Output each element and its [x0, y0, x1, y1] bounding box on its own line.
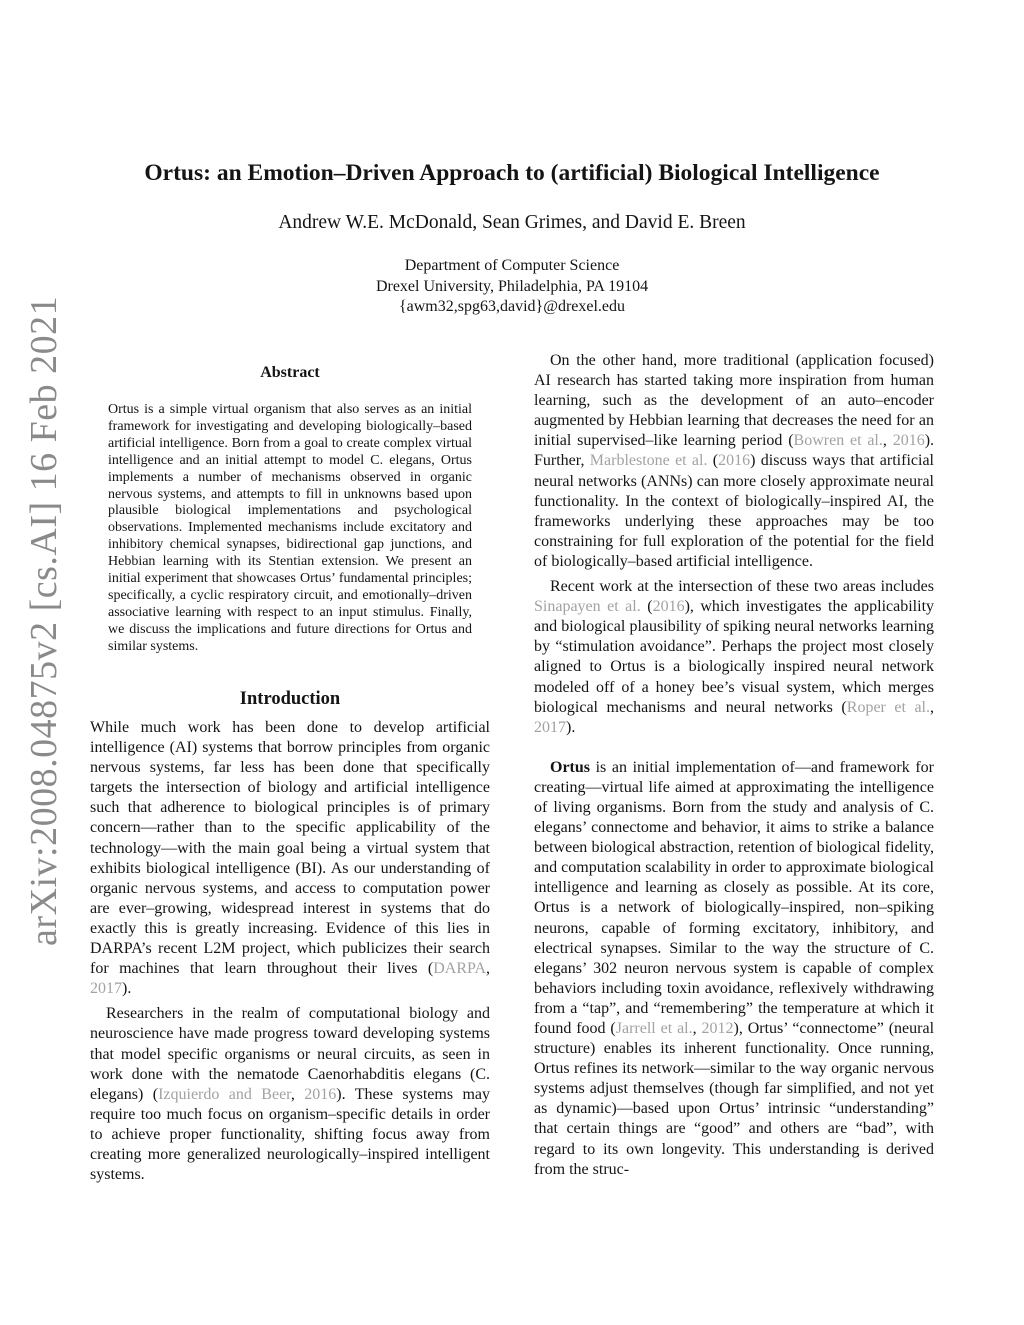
affiliation-university: Drexel University, Philadelphia, PA 19104 — [375, 277, 649, 295]
citation-sinapayen[interactable]: Sinapayen et al. — [534, 598, 641, 616]
ortus-bold-term: Ortus — [550, 758, 590, 776]
intro-p2-text: Researchers in the realm of computational biology and neuroscience have made progress toward developing systems that model specific organisms or neural circuits, as seen in work done with the nematode Caenorhabditis elegans (C. elegans) ( — [90, 1005, 490, 1103]
right-column-body — [534, 351, 934, 1180]
abstract-text: Ortus is a simple virtual organism that also serves as an initial framework for investigating and developing biologically–based artificial intelligence. Born from a goal to create complex virtual intelligence and an initial attempt to model C. elegans, Ortus implements a number of mechanisms observed in organic nervous systems, and attempts to fill in unknowns based upon plausible biological implementations and psychological observations. Implemented mechanisms include excitatory and inhibitory chemical synapses, bidirectional gap junctions, and Hebbian learning with its Stentian extension. We present an initial experiment that showcases Ortus’ fundamental principles; specifically, a cyclic respiratory circuit, and emotionally–driven associative learning with respect to an input stimulus. Finally, we discuss the implications and future directions for Ortus and similar systems. — [108, 402, 472, 654]
intro-paragraph-1: While much work has been done to develop artificial intelligence (AI) systems that borrow principles from organic nervous systems, far less has been done that specifically targets the intersection of biology and artificial intelligence such that adherence to biological principles is of primary concern—rather than to the specific applicability of the technology—with the main goal being a virtual system that exhibits biological intelligence (BI). As our understanding of organic nervous systems, and access to computation power are ever–growing, widespread interest in systems that do exactly this is greatly increasing. Evidence of this lies in DARPA’s recent L2M project, which publicizes their search for machines that learn throughout their lives (DARPA, 2017). — [90, 719, 490, 998]
affiliation-emails: {awm32,spg63,david}@drexel.edu — [398, 298, 626, 315]
citation-izquierdo-year[interactable]: 2016 — [304, 1085, 337, 1103]
right-paragraph-3: Ortus is an initial implementation of—and framework for creating—virtual life aimed at approximating the intelligence of living organisms. Born from the study and analysis of C. elegans’ connectome and behavior, it aims to strike a balance between biological abstraction, retention of biological fidelity, and computation scalability in order to approximate biological intelligence and learning as closely as possible. At its core, Ortus is a network of biologically–inspired, non–spiking neurons, capable of forming excitatory, inhibitory, and electrical synapses. Similar to the way the structure of C. elegans’ 302 neuron nervous system is capable of complex behaviors including toxin avoidance, reflexively withdrawing from a “tap”, and “remembering” the temperature at which it found food (Jarrell et al., 2012), Ortus’ “connectome” (neural structure) enables its inherent functionality. Once running, Ortus refines its network—similar to the way organic nervous systems adjust themselves (though far simplified, and not yet as dynamic)—based upon Ortus’ intrinsic “understanding” that certain things are “good” and others are “bad”, with regard to its own longevity. This understanding is derived from the struc- — [534, 758, 935, 1178]
intro-p1-text: While much work has been done to develop artificial intelligence (AI) systems that borrow principles from organic nervous systems, far less has been done that specifically targets the intersection of biology and artificial intelligence such that adherence to biological principles is of primary concern—rather than to the specific applicability of the technology—with the main goal being a virtual system that exhibits biological intelligence (BI). As our understanding of organic nervous systems, and access to computation power are ever–growing, widespread interest in systems that do exactly this is greatly increasing. Evidence of this lies in DARPA’s recent L2M project, which publicizes their search for machines that learn throughout their lives ( — [90, 719, 490, 978]
arxiv-identifier: arXiv:2008.04875v2 [cs.AI] 16 Feb 2021 — [23, 295, 65, 946]
citation-izquierdo[interactable]: Izquierdo and Beer — [158, 1085, 291, 1103]
right-paragraph-1: On the other hand, more traditional (application focused) AI research has started taking more inspiration from human learning, such as the development of an auto–encoder augmented by Hebbian learning that decreases the need for an initial supervised–like learning period (Bowren et al., 2016). Further, Marblestone et al. (2016) discuss ways that artificial neural networks (ANNs) can more closely approximate neural functionality. In the context of biologically–inspired AI, the frameworks underlying these approaches may be too constraining for full exploration of the potential for the field of biologically–based artificial intelligence. — [534, 352, 935, 570]
citation-roper[interactable]: Roper et al. — [846, 698, 931, 716]
citation-roper-year[interactable]: 2017 — [534, 718, 566, 736]
citation-bowren-year[interactable]: 2016 — [892, 432, 925, 450]
paper-title: Ortus: an Emotion–Driven Approach to (artificial) Biological Intelligence — [144, 160, 880, 186]
right-paragraph-2: Recent work at the intersection of these two areas includes Sinapayen et al. (2016), which investigates the applicability and biological plausibility of spiking neural networks learning by “stimulation avoidance”. Perhaps the project most closely aligned to Ortus is a biologically inspired neural network modeled off of a honey bee’s visual system, which merges biological mechanisms and neural networks (Roper et al., 2017). — [534, 578, 935, 736]
citation-darpa-year[interactable]: 2017 — [90, 980, 122, 998]
citation-marblestone-year[interactable]: 2016 — [718, 452, 751, 470]
citation-sinapayen-year[interactable]: 2016 — [652, 598, 685, 616]
affiliation-block — [0, 256, 1024, 318]
citation-marblestone[interactable]: Marblestone et al. — [589, 452, 708, 470]
abstract-heading: Abstract — [260, 364, 320, 381]
introduction-heading: Introduction — [239, 689, 341, 709]
left-column-body — [90, 718, 490, 1185]
citation-bowren[interactable]: Bowren et al. — [793, 432, 883, 450]
author-list: Andrew W.E. McDonald, Sean Grimes, and David E. Breen — [278, 212, 746, 233]
intro-paragraph-2: Researchers in the realm of computational biology and neuroscience have made progress toward developing systems that model specific organisms or neural circuits, as seen in work done with the nematode Caenorhabditis elegans (C. elegans) (Izquierdo and Beer, 2016). These systems may require too much focus on organism–specific details in order to achieve proper functionality, shifting focus away from creating more generalized neurologically–inspired intelligent systems. — [90, 1005, 491, 1184]
citation-jarrell[interactable]: Jarrell et al. — [615, 1020, 693, 1037]
affiliation-department: Department of Computer Science — [404, 257, 620, 274]
citation-jarrell-year[interactable]: 2012 — [701, 1020, 734, 1037]
citation-darpa[interactable]: DARPA — [433, 960, 486, 978]
